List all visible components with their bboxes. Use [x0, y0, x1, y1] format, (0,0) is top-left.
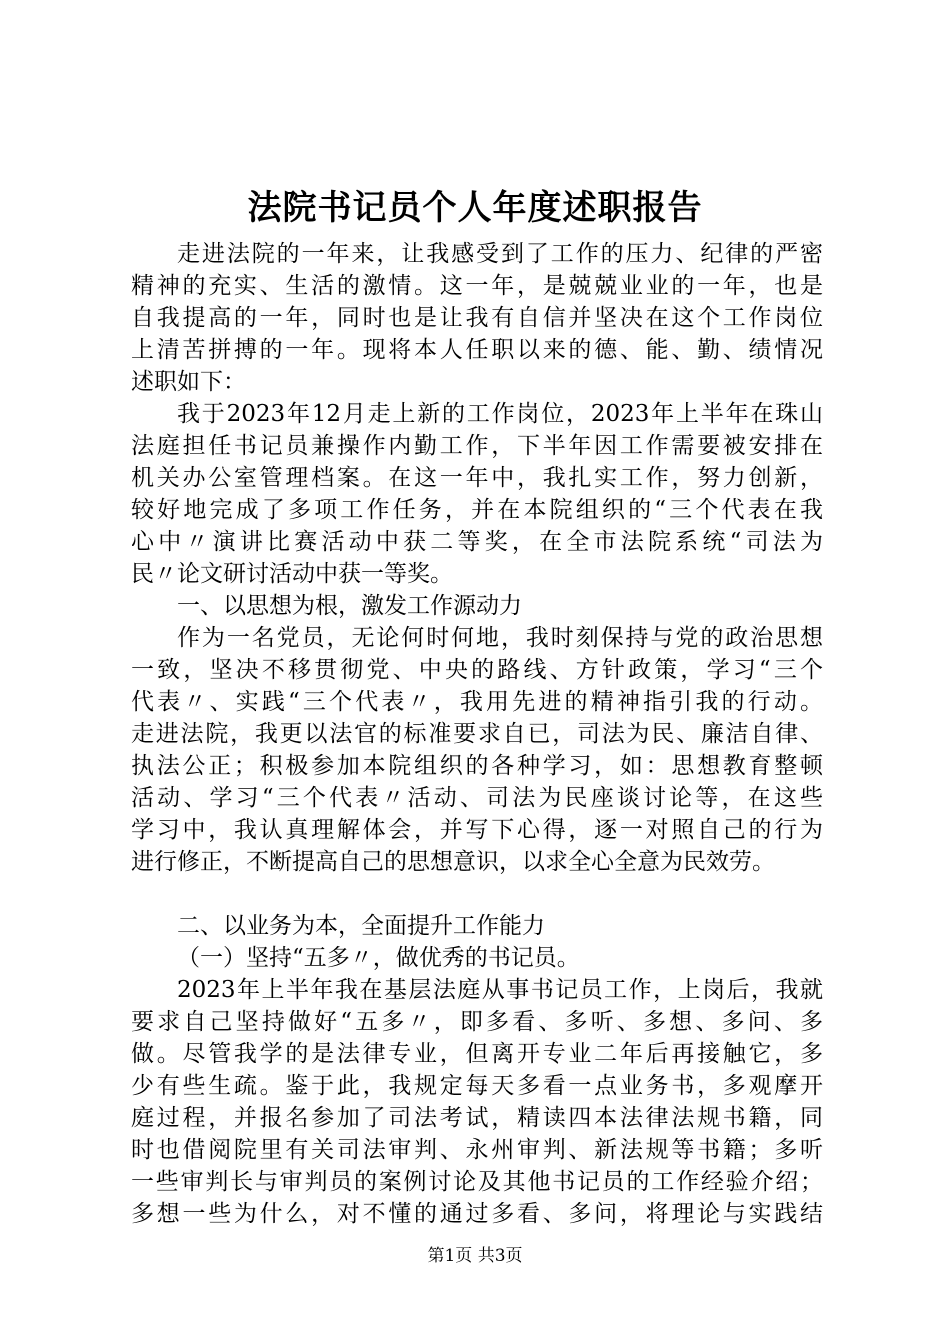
page-footer: 第1页 共3页 [427, 1246, 523, 1266]
document-title: 法院书记员个人年度述职报告 [247, 188, 703, 228]
text-line: 一些审判长与审判员的案例讨论及其他书记员的工作经验介绍； [131, 1169, 823, 1195]
text-line: 法庭担任书记员兼操作内勤工作，下半年因工作需要被安排在 [131, 433, 823, 459]
text-line: 2023年上半年我在基层法庭从事书记员工作，上岗后，我就 [177, 977, 823, 1003]
text-line: 一、以思想为根，激发工作源动力 [177, 593, 522, 619]
text-line: 自我提高的一年，同时也是让我有自信并坚决在这个工作岗位 [131, 305, 823, 331]
text-line: 上清苦拼搏的一年。现将本人任职以来的德、能、勤、绩情况 [131, 337, 823, 363]
text-line: 述职如下： [131, 369, 246, 395]
text-line: 走进法院，我更以法官的标准要求自已，司法为民、廉洁自律、 [131, 721, 823, 747]
text-line: 心中〃演讲比赛活动中获二等奖，在全市法院系统“司法为 [131, 529, 823, 555]
text-line: 庭过程，并报名参加了司法考试，精读四本法律法规书籍，同 [131, 1105, 823, 1131]
document-body [131, 238, 823, 1230]
text-line: 精神的充实、生活的激情。这一年，是兢兢业业的一年，也是 [131, 273, 823, 299]
text-line: 较好地完成了多项工作任务，并在本院组织的“三个代表在我 [131, 497, 823, 523]
text-line: 做。尽管我学的是法律专业，但离开专业二年后再接触它，多 [131, 1041, 823, 1067]
text-line: 要求自己坚持做好“五多〃，即多看、多听、多想、多问、多 [131, 1009, 823, 1035]
text-line: 我于2023年12月走上新的工作岗位，2023年上半年在珠山 [177, 401, 823, 427]
text-line: 二、以业务为本，全面提升工作能力 [177, 913, 545, 939]
text-line: 活动、学习“三个代表〃活动、司法为民座谈讨论等，在这些 [131, 785, 823, 811]
text-line: 机关办公室管理档案。在这一年中，我扎实工作，努力创新， [131, 465, 823, 491]
text-line: 多想一些为什么，对不懂的通过多看、多问，将理论与实践结 [131, 1201, 823, 1227]
text-line: 一致，坚决不移贯彻党、中央的路线、方针政策，学习“三个 [131, 657, 823, 683]
text-line: 进行修正，不断提高自己的思想意识，以求全心全意为民效劳。 [131, 849, 775, 875]
text-line: 少有些生疏。鉴于此，我规定每天多看一点业务书，多观摩开 [131, 1073, 823, 1099]
text-line: 时也借阅院里有关司法审判、永州审判、新法规等书籍；多听 [131, 1137, 823, 1163]
text-line: 学习中，我认真理解体会，并写下心得，逐一对照自己的行为 [131, 817, 823, 843]
text-line: 作为一名党员，无论何时何地，我时刻保持与党的政治思想 [177, 625, 823, 651]
text-line: （一）坚持“五多〃，做优秀的书记员。 [177, 945, 580, 971]
text-line: 代表〃、实践“三个代表〃，我用先进的精神指引我的行动。 [131, 689, 823, 715]
text-line: 走进法院的一年来，让我感受到了工作的压力、纪律的严密 [177, 241, 823, 267]
text-line: 执法公正；积极参加本院组织的各种学习，如：思想教育整顿 [131, 753, 823, 779]
paragraph-gap [131, 878, 823, 910]
text-line: 民〃论文研讨活动中获一等奖。 [131, 561, 453, 587]
